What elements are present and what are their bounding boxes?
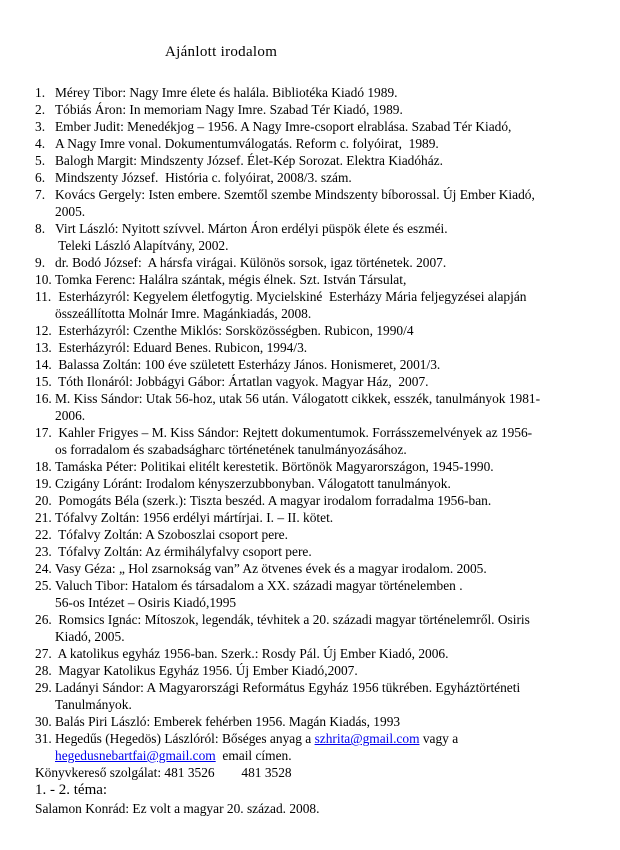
item-number: 17. — [35, 425, 52, 440]
item-line: Teleki László Alapítvány, 2002. — [55, 238, 229, 253]
item-line: Tanulmányok. — [55, 697, 132, 712]
item-line: Mérey Tibor: Nagy Imre élete és halála. Bibliotéka Kiadó 1989. — [55, 85, 398, 100]
item-number: 27. — [35, 646, 52, 661]
item-text — [55, 645, 600, 662]
item-text — [55, 679, 600, 713]
item-line: Balassa Zoltán: 100 éve született Esterházy János. Honismeret, 2001/3. — [55, 357, 441, 372]
item-line: 2005. — [55, 204, 86, 219]
item-line: Tófalvy Zoltán: 1956 erdélyi mártírjai. I. – II. kötet. — [55, 510, 334, 525]
item-line: os forradalom és szabadságharc történetének tanulmányozásához. — [55, 442, 407, 457]
footer-block — [35, 764, 620, 817]
bibliography-item — [35, 509, 600, 526]
item-number: 20. — [35, 493, 52, 508]
item-number: 18. — [35, 459, 52, 474]
item-number: 14. — [35, 357, 52, 372]
book-search-service-line: Könyvkereső szolgálat: 481 3526 481 3528 — [35, 765, 292, 780]
bibliography-item — [35, 186, 600, 220]
theme-heading: 1. - 2. téma: — [35, 782, 108, 798]
item-text — [55, 611, 600, 645]
item-number: 9. — [35, 255, 46, 270]
item-line: Kahler Frigyes – M. Kiss Sándor: Rejtett dokumentumok. Forrásszemelvények az 1956- — [55, 425, 533, 440]
item-number: 31. — [35, 731, 52, 746]
item-number: 24. — [35, 561, 52, 576]
bibliography-list — [35, 84, 600, 764]
bibliography-item — [35, 373, 600, 390]
item-number: 29. — [35, 680, 52, 695]
item-text — [55, 271, 600, 288]
item-number: 28. — [35, 663, 52, 678]
item-text — [55, 509, 600, 526]
bibliography-item — [35, 577, 600, 611]
item-line: M. Kiss Sándor: Utak 56-hoz, utak 56 után. Válogatott cikkek, esszék, tanulmányok 1981- — [55, 391, 541, 406]
item-number: 25. — [35, 578, 52, 593]
item-text — [55, 458, 600, 475]
item-line: Tófalvy Zoltán: A Szoboszlai csoport pere. — [55, 527, 288, 542]
item-line: 2006. — [55, 408, 86, 423]
item-text — [55, 577, 600, 611]
bibliography-item — [35, 101, 600, 118]
item-number: 8. — [35, 221, 46, 236]
item-line: Magyar Katolikus Egyház 1956. Új Ember Kiadó,2007. — [55, 663, 358, 678]
item-line: Esterházyról: Czenthe Miklós: Sorsközösségben. Rubicon, 1990/4 — [55, 323, 414, 338]
page-title: Ajánlott irodalom — [165, 44, 278, 60]
item-text — [55, 543, 600, 560]
bibliography-item — [35, 611, 600, 645]
item-text — [55, 475, 600, 492]
bibliography-item — [35, 713, 600, 730]
item-text — [55, 186, 600, 220]
item-line: hegedusnebartfai@gmail.com email címen. — [55, 748, 292, 763]
bibliography-item — [35, 152, 600, 169]
item-line: Tomka Ferenc: Halálra szántak, mégis élnek. Szt. István Társulat, — [55, 272, 407, 287]
item-number: 23. — [35, 544, 52, 559]
bibliography-item — [35, 679, 600, 713]
item-text — [55, 560, 600, 577]
item-number: 15. — [35, 374, 52, 389]
item-number: 11. — [35, 289, 52, 304]
theme-entry: Salamon Konrád: Ez volt a magyar 20. század. 2008. — [35, 801, 320, 816]
item-line: Ladányi Sándor: A Magyarországi Református Egyház 1956 tükrében. Egyháztörténeti — [55, 680, 521, 695]
bibliography-item — [35, 288, 600, 322]
bibliography-item — [35, 645, 600, 662]
item-text — [55, 322, 600, 339]
email-link[interactable]: hegedusnebartfai@gmail.com — [55, 748, 216, 763]
item-text — [55, 492, 600, 509]
item-text — [55, 662, 600, 679]
item-text — [55, 220, 600, 254]
item-line: Tóbiás Áron: In memoriam Nagy Imre. Szabad Tér Kiadó, 1989. — [55, 102, 403, 117]
bibliography-item — [35, 390, 600, 424]
item-number: 3. — [35, 119, 46, 134]
item-number: 1. — [35, 85, 46, 100]
item-text — [55, 713, 600, 730]
item-line: Esterházyról: Eduard Benes. Rubicon, 1994/3. — [55, 340, 308, 355]
item-line: Tóth Ilonáról: Jobbágyi Gábor: Ártatlan vagyok. Magyar Ház, 2007. — [55, 374, 429, 389]
item-line: Kovács Gergely: Isten embere. Szemtől szembe Mindszenty bíborossal. Új Ember Kiadó, — [55, 187, 535, 202]
item-number: 19. — [35, 476, 52, 491]
item-line: Pomogáts Béla (szerk.): Tiszta beszéd. A magyar irodalom forradalma 1956-ban. — [55, 493, 492, 508]
item-number: 2. — [35, 102, 46, 117]
item-text — [55, 118, 600, 135]
item-number: 22. — [35, 527, 52, 542]
item-line: dr. Bodó József: A hársfa virágai. Különös sorsok, igaz történetek. 2007. — [55, 255, 447, 270]
item-line: Mindszenty József. História c. folyóirat, 2008/3. szám. — [55, 170, 352, 185]
item-line: Vasy Géza: „ Hol zsarnokság van” Az ötvenes évek és a magyar irodalom. 2005. — [55, 561, 487, 576]
email-link[interactable]: szhrita@gmail.com — [314, 731, 420, 746]
item-text — [55, 390, 600, 424]
bibliography-item — [35, 135, 600, 152]
bibliography-item — [35, 475, 600, 492]
item-text — [55, 424, 600, 458]
item-number: 13. — [35, 340, 52, 355]
item-text — [55, 101, 600, 118]
bibliography-item — [35, 220, 600, 254]
item-line: összeállította Molnár Imre. Magánkiadás, 2008. — [55, 306, 312, 321]
item-text — [55, 135, 600, 152]
item-line: Valuch Tibor: Hatalom és társadalom a XX. századi magyar történelemben . — [55, 578, 463, 593]
item-number: 4. — [35, 136, 46, 151]
item-line: Tamáska Péter: Politikai elitélt kerestetik. Börtönök Magyarországon, 1945-1990. — [55, 459, 494, 474]
bibliography-item — [35, 730, 600, 764]
item-text — [55, 526, 600, 543]
bibliography-item — [35, 458, 600, 475]
item-text — [55, 373, 600, 390]
item-line: Hegedűs (Hegedös) Lászlóról: Bőséges anyag a szhrita@gmail.com vagy a — [55, 731, 459, 746]
bibliography-item — [35, 169, 600, 186]
item-number: 16. — [35, 391, 52, 406]
item-text — [55, 339, 600, 356]
item-number: 30. — [35, 714, 52, 729]
item-number: 12. — [35, 323, 52, 338]
bibliography-item — [35, 526, 600, 543]
item-line: A Nagy Imre vonal. Dokumentumválogatás. Reform c. folyóirat, 1989. — [55, 136, 439, 151]
item-text — [55, 730, 600, 764]
item-line: Balogh Margit: Mindszenty József. Élet-Kép Sorozat. Elektra Kiadóház. — [55, 153, 443, 168]
bibliography-item — [35, 118, 600, 135]
bibliography-item — [35, 543, 600, 560]
item-line: A katolikus egyház 1956-ban. Szerk.: Rosdy Pál. Új Ember Kiadó, 2006. — [55, 646, 449, 661]
item-line: Balás Piri László: Emberek fehérben 1956. Magán Kiadás, 1993 — [55, 714, 401, 729]
item-line: Esterházyról: Kegyelem életfogytig. Mycielskiné Esterházy Mária feljegyzései alapján — [55, 289, 527, 304]
bibliography-item — [35, 322, 600, 339]
item-number: 26. — [35, 612, 52, 627]
item-number: 21. — [35, 510, 52, 525]
item-text — [55, 254, 600, 271]
item-line: Virt László: Nyitott szívvel. Márton Áron erdélyi püspök élete és eszméi. — [55, 221, 448, 236]
item-line: Tófalvy Zoltán: Az érmihályfalvy csoport pere. — [55, 544, 312, 559]
item-text — [55, 152, 600, 169]
item-text — [55, 356, 600, 373]
bibliography-item — [35, 424, 600, 458]
bibliography-item — [35, 662, 600, 679]
item-line: Ember Judit: Menedékjog – 1956. A Nagy Imre-csoport elrablása. Szabad Tér Kiadó, — [55, 119, 512, 134]
item-text — [55, 84, 600, 101]
bibliography-item — [35, 84, 600, 101]
item-number: 5. — [35, 153, 46, 168]
item-number: 10. — [35, 272, 52, 287]
item-number: 7. — [35, 187, 46, 202]
item-line: Romsics Ignác: Mítoszok, legendák, tévhitek a 20. századi magyar történelemről. Osiris — [55, 612, 530, 627]
bibliography-item — [35, 560, 600, 577]
bibliography-item — [35, 271, 600, 288]
bibliography-item — [35, 492, 600, 509]
item-line: 56-os Intézet – Osiris Kiadó,1995 — [55, 595, 237, 610]
item-text — [55, 288, 600, 322]
item-text — [55, 169, 600, 186]
bibliography-item — [35, 254, 600, 271]
item-line: Kiadó, 2005. — [55, 629, 125, 644]
item-number: 6. — [35, 170, 46, 185]
item-line: Czigány Lóránt: Irodalom kényszerzubbonyban. Válogatott tanulmányok. — [55, 476, 451, 491]
bibliography-item — [35, 356, 600, 373]
bibliography-item — [35, 339, 600, 356]
